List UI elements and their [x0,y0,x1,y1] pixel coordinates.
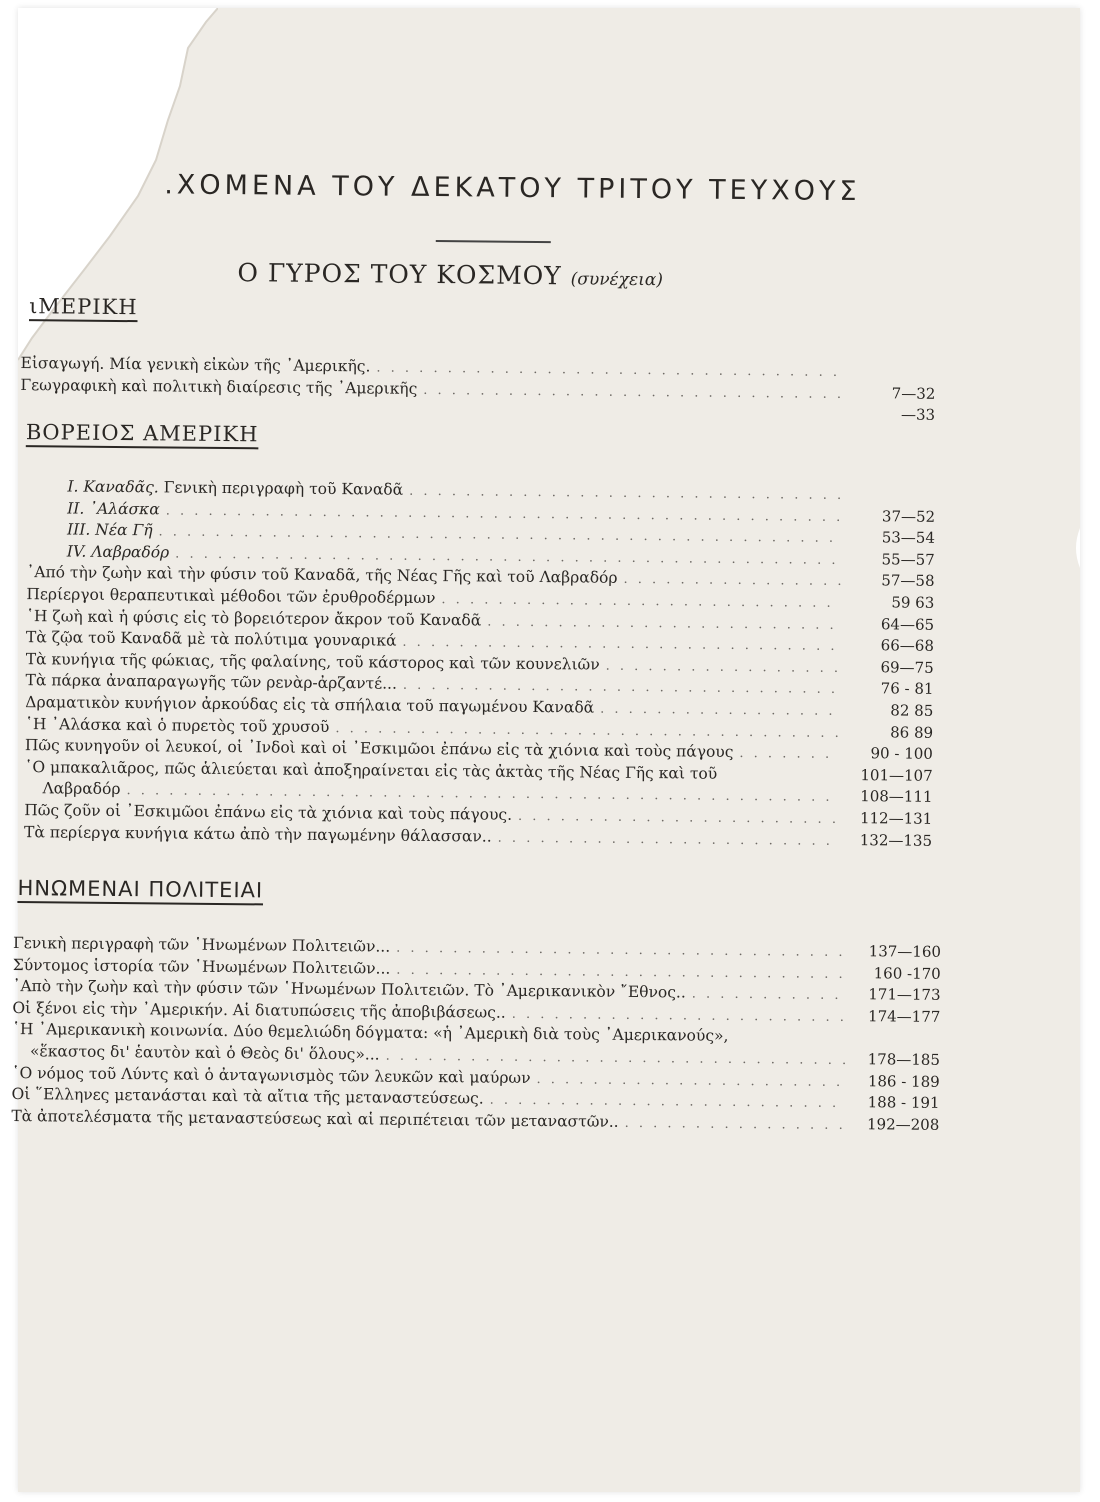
toc-entry-number: ΙΙ. ᾿Αλάσκα [67,499,160,518]
toc-entry-pages: 174—177 [852,1006,940,1028]
toc-entry-text: Γενικὴ περιγραφὴ τῶν ῾Ηνωμένων Πολιτειῶν... [13,933,390,958]
toc-entry-pages: 55—57 [847,549,935,571]
toc-entry-pages: 76 - 81 [845,678,933,700]
toc-entry-pages: 192—208 [851,1114,939,1136]
toc-leader [498,827,839,852]
toc-entry-text [27,498,160,521]
page-title: .ΧΟΜΕΝΑ ΤΟΥ ΔΕΚΑΤΟΥ ΤΡΙΤΟΥ ΤΕΥΧΟΥΣ [164,169,924,207]
toc-entry-text: Οἱ ῞Ελληνες μετανάσται καὶ τὰ αἴτια τῆς μεταναστεύσεως. [11,1084,483,1110]
toc-entry-pages [848,376,936,377]
toc-entry-pages: 53—54 [847,527,935,549]
toc-entry-text: Σύντομος ἱστορία τῶν ῾Ηνωμένων Πολιτειῶν... [13,955,391,980]
page-edge-notch [1072,528,1080,568]
toc-entry-text: ᾿Από τὴν ζωὴν καὶ τὴν φύσιν τοῦ Καναδᾶ, τῆς Νέας Γῆς καὶ τοῦ Λαβραδόρ [26,562,617,589]
toc-entry-text: ῾Ο μπακαλιᾶρος, πῶς ἁλιεύεται καὶ ἀποξηραίνεται εἰς τὰς ἀκτὰς τῆς Νέας Γῆς καὶ τοῦ [25,757,718,785]
toc-leader [26,411,841,419]
toc-leader [692,984,847,1007]
toc-entry-pages: 108—111 [844,786,932,808]
toc-entry-pages: 112—131 [844,808,932,830]
toc-entry-title: Γενικὴ περιγραφὴ τοῦ Καναδᾶ [159,478,404,498]
toc-entry-text: ῾Ο νόμος τοῦ Λύντς καὶ ὁ ἀνταγωνισμὸς τῶν λευκῶν καὶ μαύρων [12,1063,531,1090]
toc-entry-text: Λαβραδόρ [24,778,120,801]
toc-entry-text: Τὰ ζῷα τοῦ Καναδᾶ μὲ τὰ πολύτιμα γουναρικά [26,627,397,652]
toc-entry-pages: 101—107 [845,765,933,787]
toc-entry-text: Τὰ περίεργα κυνήγια κάτω ἀπὸ τὴν παγωμένην θάλασσαν.. [24,822,492,848]
toc-entry-pages: 69—75 [846,657,934,679]
toc-leader [625,1113,846,1137]
toc-entry-text: «ἕκαστος δι' ἑαυτὸν καὶ ὁ Θεὸς δι' ὅλους»... [12,1041,380,1066]
toc-entry-text: Γεωγραφικὴ καὶ πολιτικὴ διαίρεσις τῆς ᾿Αμερικῆς [20,375,417,400]
toc-entry-text: Πῶς ζοῦν οἱ ᾿Εσκιμῶοι ἐπάνω εἰς τὰ χιόνια καὶ τοὺς πάγους. [24,800,512,826]
toc-entry-pages: 188 - 191 [851,1092,939,1114]
toc-leader [536,1069,845,1094]
toc-entry-number: ΙΙΙ. Νέα Γῆ [67,521,153,540]
toc-entry-pages [852,1042,940,1043]
toc-leader [606,655,840,679]
toc-entry-pages: 186 - 189 [852,1071,940,1093]
toc-leader [423,380,841,406]
toc-entry-pages: 137—160 [853,941,941,963]
toc-list-north-america [24,476,935,852]
toc-entry-pages: 160 -170 [853,963,941,985]
toc-leader [518,806,838,831]
section-heading-north-america: ΒΟΡΕΙΟΣ ΑΜΕΡΙΚΗ [26,420,259,446]
section-heading-america: ιΜΕΡΙΚΗ [29,294,138,319]
toc-leader [623,569,840,593]
toc-leader [600,699,839,723]
toc-entry-number: Ι. Καναδᾶς. [67,477,158,496]
toc-entry-pages: 57—58 [846,570,934,592]
toc-entry-text: Πῶς κυνηγοῦν οἱ λευκοί, οἱ ᾿Ινδοὶ καὶ οἱ ᾿Εσκιμῶοι ἐπάνω εἰς τὰ χιόνια καὶ τοὺς πάγους [25,735,734,763]
subtitle-main: Ο ΓΥΡΟΣ ΤΟΥ ΚΟΣΜΟΥ [237,258,562,290]
toc-entry-pages: —33 [847,404,935,426]
toc-list-united-states [11,933,941,1136]
toc-entry-pages: 86 89 [845,722,933,744]
toc-leader [734,1041,846,1042]
toc-entry-text: Οἱ ξένοι εἰς τὴν ᾿Αμερικήν. Αἱ διατυπώσεις τῆς ἀποβιβάσεως.. [12,998,506,1024]
toc-leader [723,779,838,780]
toc-entry-text: Περίεργοι θεραπευτικαὶ μέθοδοι τῶν ἐρυθροδέρμων [26,584,435,610]
toc-entry-text: ῾Η ζωὴ καὶ ἡ φύσις εἰς τὸ βορειότερον ἄκρον τοῦ Καναδᾶ [26,606,481,632]
toc-list-america [20,353,936,427]
toc-entry-pages: 37—52 [847,506,935,528]
toc-entry-pages: 64—65 [846,614,934,636]
document-page [18,8,1080,1492]
toc-entry-pages: 82 85 [845,700,933,722]
section-heading-united-states: ΗΝΩΜΕΝΑΙ ΠΟΛΙΤΕΙΑΙ [17,876,263,902]
toc-leader [739,743,839,766]
toc-entry-text [27,541,170,564]
toc-entry-pages: 66—68 [846,635,934,657]
toc-entry-pages: 90 - 100 [845,743,933,765]
toc-entry-text: ᾿Απὸ τὴν ζωὴν καὶ τὴν φύσιν τῶν ῾Ηνωμένων Πολιτειῶν. Τὸ ᾿Αμερικανικὸν ῎Εθνος.. [12,976,685,1004]
toc-entry-pages: 59 63 [846,592,934,614]
toc-entry-pages: 178—185 [852,1049,940,1071]
toc-entry-pages [847,499,935,500]
toc-entry-pages: 7—32 [847,383,935,405]
toc-entry-text: Δραματικὸν κυνήγιον ἀρκούδας εἰς τὰ σπήλαια τοῦ παγωμένου Καναδᾶ [25,692,594,719]
toc-entry-text: Εἰσαγωγή. Μία γενικὴ εἰκὼν τῆς ᾿Αμερικῆς. [20,353,370,378]
toc-entry-text: Τὰ κυνήγια τῆς φώκιας, τῆς φαλαίνης, τοῦ κάστορος καὶ τῶν κουνελιῶν [26,649,600,676]
toc-entry-text: Τὰ ἀποτελέσματα τῆς μεταναστεύσεως καὶ αἱ περιπέτειαι τῶν μεταναστῶν.. [11,1106,619,1133]
toc-entry-text [27,519,153,542]
page-subtitle [237,258,797,292]
toc-entry-text: Τὰ πάρκα ἀναπαραγωγῆς τῶν ρενὰρ-ἀρζαντέ... [25,670,397,695]
subtitle-note: (συνέχεια) [571,269,663,290]
toc-entry-number: ΙV. Λαβραδόρ [67,542,170,561]
title-divider [436,240,551,243]
toc-entry-pages: 132—135 [844,829,932,851]
toc-entry-text: ῾Η ᾿Αλάσκα καὶ ὁ πυρετὸς τοῦ χρυσοῦ [25,714,329,739]
toc-entry-pages: 171—173 [852,984,940,1006]
toc-entry-text: ῾Η ᾿Αμερικανικὴ κοινωνία. Δύο θεμελιώδη δόγματα: «ἡ ᾿Αμερικὴ διὰ τοὺς ᾿Αμερικανούς», [12,1019,728,1047]
